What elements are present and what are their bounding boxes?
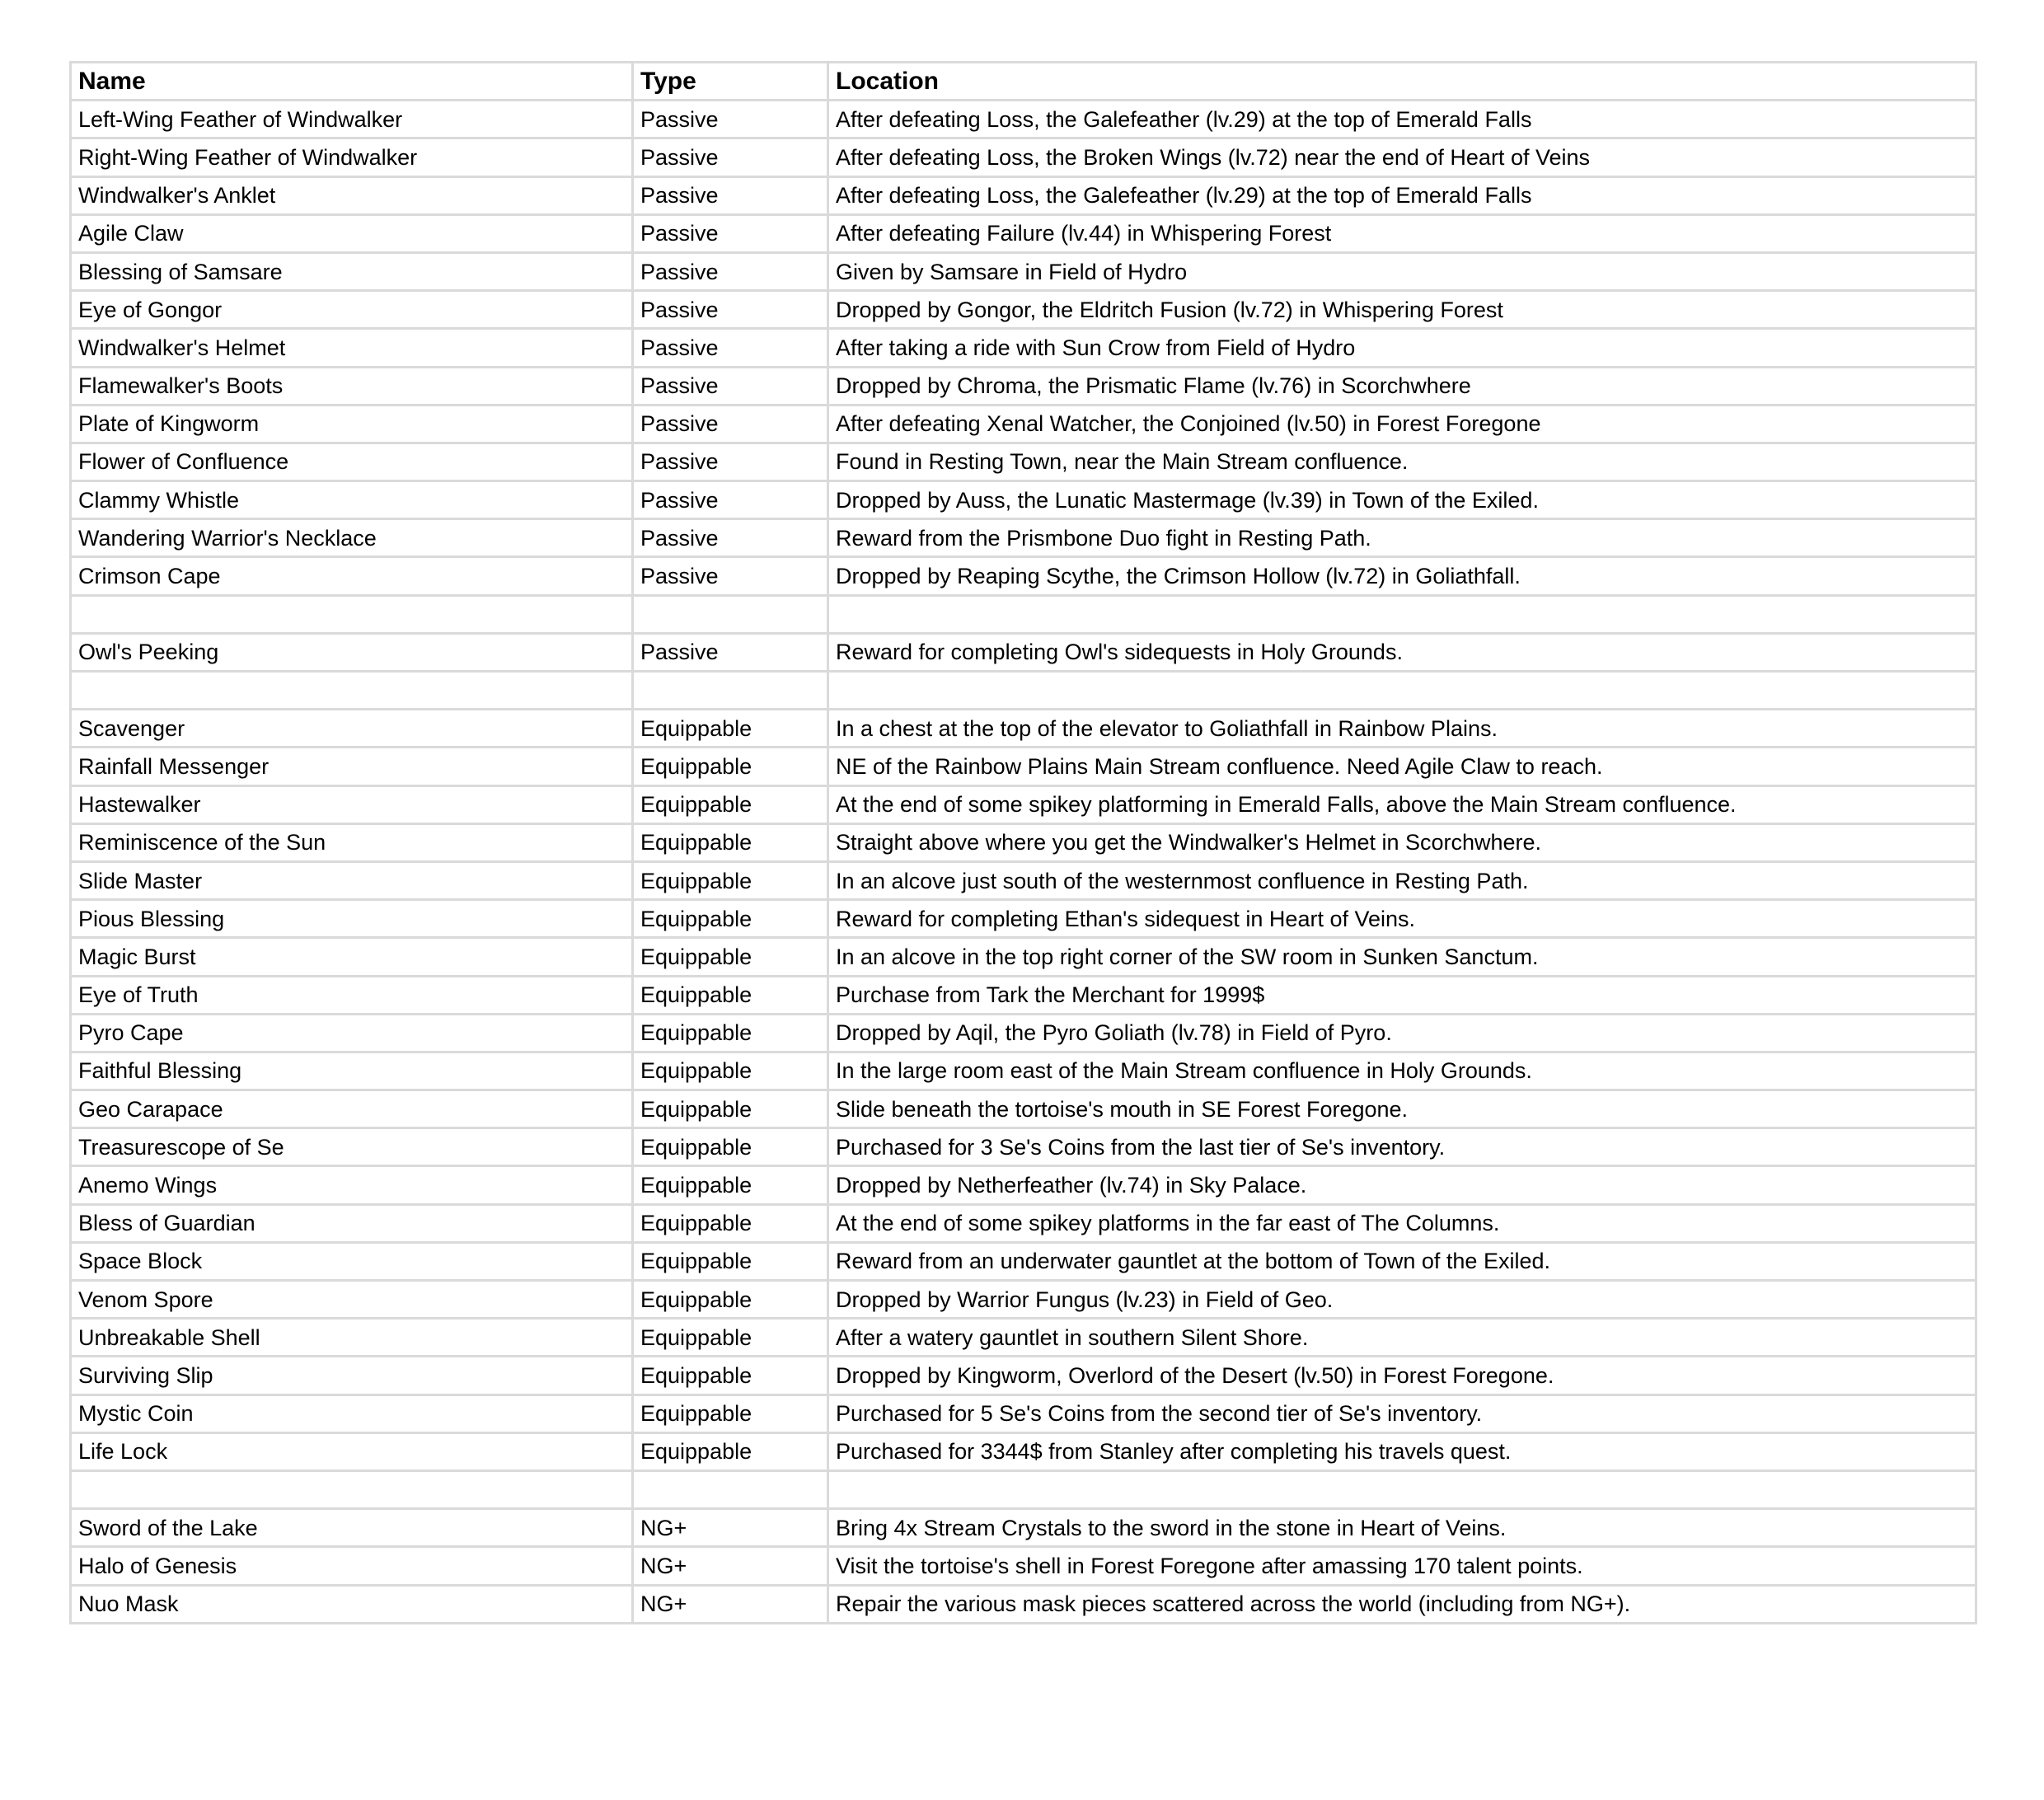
table-row: [71, 1204, 1976, 1242]
table-row: [71, 367, 1976, 405]
item-name-cell: [71, 672, 633, 710]
item-name-cell: Reminiscence of the Sun: [71, 823, 633, 861]
table-row: [71, 291, 1976, 329]
item-location-cell: Reward from the Prismbone Duo fight in Resting Path.: [828, 519, 1976, 557]
item-location-cell: After a watery gauntlet in southern Silent Shore.: [828, 1319, 1976, 1357]
item-location-cell: Bring 4x Stream Crystals to the sword in the stone in Heart of Veins.: [828, 1509, 1976, 1547]
item-location-cell: Purchase from Tark the Merchant for 1999$: [828, 976, 1976, 1014]
item-name-cell: Scavenger: [71, 710, 633, 748]
item-location-cell: [828, 672, 1976, 710]
table-row: [71, 1509, 1976, 1547]
item-location-cell: Purchased for 5 Se's Coins from the second tier of Se's inventory.: [828, 1395, 1976, 1432]
item-location-cell: Dropped by Aqil, the Pyro Goliath (lv.78) in Field of Pyro.: [828, 1014, 1976, 1052]
item-name-cell: Hastewalker: [71, 785, 633, 823]
item-type-cell: Equippable: [633, 900, 828, 938]
item-type-cell: Passive: [633, 557, 828, 595]
item-type-cell: Equippable: [633, 1432, 828, 1470]
item-name-cell: Slide Master: [71, 861, 633, 899]
item-name-cell: Right-Wing Feather of Windwalker: [71, 138, 633, 176]
item-location-cell: Dropped by Auss, the Lunatic Mastermage (lv.39) in Town of the Exiled.: [828, 481, 1976, 519]
item-name-cell: Treasurescope of Se: [71, 1128, 633, 1166]
item-name-cell: Sword of the Lake: [71, 1509, 633, 1547]
items-table: [69, 61, 1977, 1624]
table-row: [71, 900, 1976, 938]
table-row: [71, 633, 1976, 671]
item-location-cell: At the end of some spikey platforms in the far east of The Columns.: [828, 1204, 1976, 1242]
item-name-cell: Mystic Coin: [71, 1395, 633, 1432]
table-row: [71, 1547, 1976, 1585]
item-name-cell: Magic Burst: [71, 938, 633, 976]
table-row: [71, 481, 1976, 519]
table-row: [71, 1432, 1976, 1470]
item-type-cell: Passive: [633, 138, 828, 176]
item-name-cell: Eye of Truth: [71, 976, 633, 1014]
item-type-cell: Equippable: [633, 1090, 828, 1128]
column-header-location: Location: [828, 63, 1976, 101]
item-location-cell: Reward from an underwater gauntlet at the bottom of Town of the Exiled.: [828, 1242, 1976, 1280]
item-type-cell: Equippable: [633, 748, 828, 785]
item-name-cell: Plate of Kingworm: [71, 405, 633, 443]
item-type-cell: Equippable: [633, 938, 828, 976]
table-row: [71, 861, 1976, 899]
item-location-cell: Purchased for 3344$ from Stanley after completing his travels quest.: [828, 1432, 1976, 1470]
table-row: [71, 1166, 1976, 1204]
item-type-cell: Equippable: [633, 1357, 828, 1395]
table-row: [71, 138, 1976, 176]
table-row: [71, 214, 1976, 252]
item-name-cell: Flamewalker's Boots: [71, 367, 633, 405]
item-name-cell: Eye of Gongor: [71, 291, 633, 329]
item-type-cell: NG+: [633, 1547, 828, 1585]
item-name-cell: Halo of Genesis: [71, 1547, 633, 1585]
item-location-cell: After defeating Loss, the Galefeather (lv.29) at the top of Emerald Falls: [828, 101, 1976, 138]
item-name-cell: Agile Claw: [71, 214, 633, 252]
item-location-cell: Visit the tortoise's shell in Forest Foregone after amassing 170 talent points.: [828, 1547, 1976, 1585]
item-type-cell: Equippable: [633, 1281, 828, 1319]
table-row: [71, 1281, 1976, 1319]
table-row: [71, 519, 1976, 557]
item-type-cell: Passive: [633, 214, 828, 252]
item-type-cell: Equippable: [633, 1166, 828, 1204]
item-type-cell: Passive: [633, 252, 828, 290]
item-type-cell: Passive: [633, 176, 828, 214]
item-location-cell: Repair the various mask pieces scattered across the world (including from NG+).: [828, 1585, 1976, 1623]
item-type-cell: Passive: [633, 329, 828, 367]
item-location-cell: Dropped by Chroma, the Prismatic Flame (lv.76) in Scorchwhere: [828, 367, 1976, 405]
item-type-cell: Equippable: [633, 823, 828, 861]
item-type-cell: Equippable: [633, 710, 828, 748]
table-row: [71, 1242, 1976, 1280]
item-location-cell: After defeating Failure (lv.44) in Whispering Forest: [828, 214, 1976, 252]
item-type-cell: Equippable: [633, 976, 828, 1014]
item-location-cell: Found in Resting Town, near the Main Stream confluence.: [828, 443, 1976, 480]
item-location-cell: Dropped by Warrior Fungus (lv.23) in Field of Geo.: [828, 1281, 1976, 1319]
table-row: [71, 1014, 1976, 1052]
item-location-cell: [828, 595, 1976, 633]
column-header-name: Name: [71, 63, 633, 101]
item-name-cell: Crimson Cape: [71, 557, 633, 595]
item-type-cell: NG+: [633, 1509, 828, 1547]
item-name-cell: Life Lock: [71, 1432, 633, 1470]
item-location-cell: Given by Samsare in Field of Hydro: [828, 252, 1976, 290]
item-location-cell: At the end of some spikey platforming in Emerald Falls, above the Main Stream confluence.: [828, 785, 1976, 823]
table-row: [71, 976, 1976, 1014]
item-location-cell: Straight above where you get the Windwalker's Helmet in Scorchwhere.: [828, 823, 1976, 861]
item-name-cell: Rainfall Messenger: [71, 748, 633, 785]
table-row: [71, 748, 1976, 785]
item-type-cell: Passive: [633, 633, 828, 671]
item-location-cell: Dropped by Netherfeather (lv.74) in Sky Palace.: [828, 1166, 1976, 1204]
item-type-cell: Equippable: [633, 1319, 828, 1357]
item-name-cell: Surviving Slip: [71, 1357, 633, 1395]
item-name-cell: [71, 595, 633, 633]
item-name-cell: Blessing of Samsare: [71, 252, 633, 290]
item-type-cell: Equippable: [633, 1204, 828, 1242]
item-type-cell: Equippable: [633, 1242, 828, 1280]
item-name-cell: Windwalker's Anklet: [71, 176, 633, 214]
item-type-cell: Equippable: [633, 1395, 828, 1432]
item-location-cell: After taking a ride with Sun Crow from Field of Hydro: [828, 329, 1976, 367]
item-name-cell: Windwalker's Helmet: [71, 329, 633, 367]
item-name-cell: Nuo Mask: [71, 1585, 633, 1623]
item-type-cell: [633, 1470, 828, 1508]
item-name-cell: Bless of Guardian: [71, 1204, 633, 1242]
item-type-cell: Equippable: [633, 1128, 828, 1166]
table-row: [71, 1052, 1976, 1090]
item-type-cell: [633, 672, 828, 710]
item-type-cell: Equippable: [633, 861, 828, 899]
item-name-cell: Geo Carapace: [71, 1090, 633, 1128]
item-location-cell: Dropped by Reaping Scythe, the Crimson Hollow (lv.72) in Goliathfall.: [828, 557, 1976, 595]
item-location-cell: Reward for completing Ethan's sidequest in Heart of Veins.: [828, 900, 1976, 938]
item-location-cell: In a chest at the top of the elevator to Goliathfall in Rainbow Plains.: [828, 710, 1976, 748]
item-type-cell: Passive: [633, 443, 828, 480]
item-location-cell: After defeating Xenal Watcher, the Conjoined (lv.50) in Forest Foregone: [828, 405, 1976, 443]
item-type-cell: [633, 595, 828, 633]
item-type-cell: Passive: [633, 367, 828, 405]
table-row: [71, 1585, 1976, 1623]
column-header-type: Type: [633, 63, 828, 101]
item-name-cell: [71, 1470, 633, 1508]
item-location-cell: After defeating Loss, the Broken Wings (lv.72) near the end of Heart of Veins: [828, 138, 1976, 176]
table-row: [71, 557, 1976, 595]
table-row: [71, 1395, 1976, 1432]
item-type-cell: Equippable: [633, 785, 828, 823]
table-row: [71, 405, 1976, 443]
item-type-cell: Passive: [633, 481, 828, 519]
item-type-cell: Passive: [633, 519, 828, 557]
item-type-cell: Passive: [633, 291, 828, 329]
item-location-cell: Purchased for 3 Se's Coins from the last tier of Se's inventory.: [828, 1128, 1976, 1166]
item-location-cell: In the large room east of the Main Stream confluence in Holy Grounds.: [828, 1052, 1976, 1090]
item-location-cell: NE of the Rainbow Plains Main Stream confluence. Need Agile Claw to reach.: [828, 748, 1976, 785]
item-location-cell: In an alcove in the top right corner of the SW room in Sunken Sanctum.: [828, 938, 1976, 976]
item-location-cell: Slide beneath the tortoise's mouth in SE Forest Foregone.: [828, 1090, 1976, 1128]
header-row: [71, 63, 1976, 101]
table-row: [71, 329, 1976, 367]
table-row: [71, 176, 1976, 214]
item-type-cell: Passive: [633, 101, 828, 138]
item-location-cell: Dropped by Gongor, the Eldritch Fusion (lv.72) in Whispering Forest: [828, 291, 1976, 329]
item-name-cell: Owl's Peeking: [71, 633, 633, 671]
table-row: [71, 101, 1976, 138]
item-location-cell: In an alcove just south of the westernmost confluence in Resting Path.: [828, 861, 1976, 899]
item-location-cell: Dropped by Kingworm, Overlord of the Desert (lv.50) in Forest Foregone.: [828, 1357, 1976, 1395]
item-name-cell: Pious Blessing: [71, 900, 633, 938]
item-name-cell: Faithful Blessing: [71, 1052, 633, 1090]
table-row: [71, 710, 1976, 748]
table-row: [71, 938, 1976, 976]
item-location-cell: After defeating Loss, the Galefeather (lv.29) at the top of Emerald Falls: [828, 176, 1976, 214]
table-row: [71, 1357, 1976, 1395]
empty-row: [71, 672, 1976, 710]
item-type-cell: Equippable: [633, 1052, 828, 1090]
item-name-cell: Venom Spore: [71, 1281, 633, 1319]
item-name-cell: Left-Wing Feather of Windwalker: [71, 101, 633, 138]
item-type-cell: Passive: [633, 405, 828, 443]
table-row: [71, 1319, 1976, 1357]
item-type-cell: Equippable: [633, 1014, 828, 1052]
empty-row: [71, 1470, 1976, 1508]
table-body: [71, 101, 1976, 1624]
table-row: [71, 1090, 1976, 1128]
table-row: [71, 443, 1976, 480]
table-row: [71, 823, 1976, 861]
table-row: [71, 252, 1976, 290]
empty-row: [71, 595, 1976, 633]
item-name-cell: Anemo Wings: [71, 1166, 633, 1204]
item-name-cell: Pyro Cape: [71, 1014, 633, 1052]
table-row: [71, 1128, 1976, 1166]
table-row: [71, 785, 1976, 823]
item-name-cell: Unbreakable Shell: [71, 1319, 633, 1357]
item-name-cell: Flower of Confluence: [71, 443, 633, 480]
item-name-cell: Space Block: [71, 1242, 633, 1280]
item-location-cell: Reward for completing Owl's sidequests in Holy Grounds.: [828, 633, 1976, 671]
item-name-cell: Wandering Warrior's Necklace: [71, 519, 633, 557]
item-name-cell: Clammy Whistle: [71, 481, 633, 519]
item-type-cell: NG+: [633, 1585, 828, 1623]
item-location-cell: [828, 1470, 1976, 1508]
